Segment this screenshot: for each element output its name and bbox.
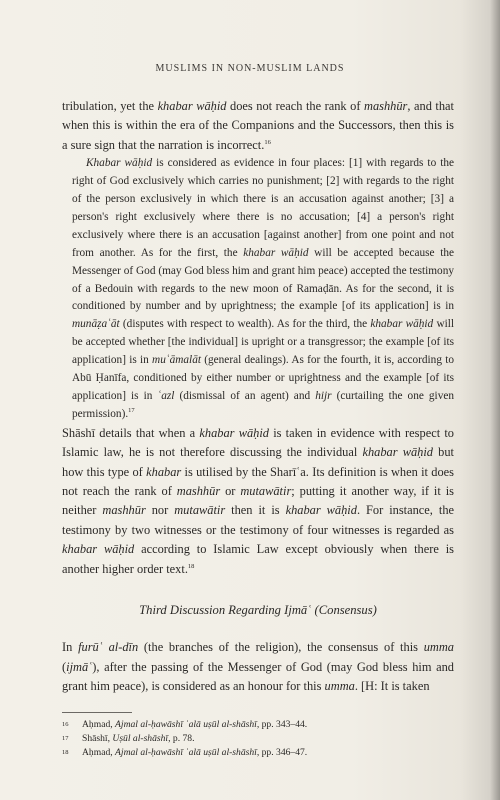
italic-term: Ajmal al-ḥawāshī ʿalā uṣūl al-shāshī <box>115 747 257 758</box>
text-run: (dismissal of an agent) and <box>174 390 316 402</box>
footnote-text <box>82 718 307 732</box>
text-run: but how this type of <box>62 445 454 479</box>
text-run: is taken in evidence with respect to Islamic law, he is not therefore discussing the individual <box>62 425 454 460</box>
text-run: is utilised by the Sharīʿa. Its definition is when it does not reach the rank of <box>62 464 454 499</box>
italic-term: ijmāʿ <box>66 659 93 674</box>
text-run: or <box>220 484 241 499</box>
italic-term: khabar wāḥid <box>370 318 434 331</box>
text-run: according to Islamic Law except obviously when there is another higher order text. <box>62 542 454 576</box>
text-run: (disputes with respect to wealth). As for the third, the <box>119 318 371 331</box>
text-run: Aḥmad, <box>82 747 116 758</box>
text-run: , and that when this is within the era of the Companions and the Successors, then this is a sure sign that the narration is incorrect. <box>62 99 454 152</box>
italic-term: khabar wāḥid <box>285 503 357 518</box>
text-run: nor <box>145 503 175 518</box>
italic-term: mashhūr <box>176 484 221 499</box>
italic-term: mashhūr <box>102 503 146 518</box>
italic-term: Uṣūl al-shāshī <box>112 733 169 744</box>
running-head: MUSLIMS IN NON-MUSLIM LANDS <box>155 63 345 74</box>
footnote-text <box>82 746 307 760</box>
text-run: will be accepted whether [the individual] is upright or a transgressor; the example [of its application] is in <box>72 318 455 367</box>
footnote-ref: 16 <box>264 138 271 146</box>
italic-term: munāẓaʿāt <box>72 318 120 331</box>
text-run: Aḥmad, <box>82 719 116 730</box>
footnote-text <box>82 732 194 746</box>
text-run: (general dealings). As for the fourth, it is, according to Abū Ḥanīfa, conditioned by either number or uprightness and the example [of its application] is in <box>72 354 455 402</box>
italic-term: mutawātir <box>240 484 292 499</box>
text-run: is considered as evidence in four places: [1] with regards to the right of God exclusively which carries no punishment; [2] with regards to the right of the person exclusively in which there is an accusation against another; [3] a person's right exclusively where there is no accusation; [4] a person's right exclusively where there is an accusation [against another] from one point and not from another. As for the first, the <box>72 157 455 259</box>
italic-term: umma <box>324 679 355 694</box>
text-run: Shāshī, <box>82 733 113 744</box>
text-run: (the branches of the religion), the consensus of this <box>138 640 424 655</box>
italic-term: ʿazl <box>157 390 175 402</box>
italic-term: khabar wāḥid <box>362 445 434 460</box>
italic-term: Khabar wāḥid <box>86 157 153 170</box>
text-run: ( <box>62 659 67 674</box>
paragraph-1 <box>62 97 454 155</box>
footnote-ref: 17 <box>128 407 135 415</box>
text-run: then it is <box>225 503 286 518</box>
italic-term: Ajmal al-ḥawāshī ʿalā uṣūl al-shāshī <box>115 719 257 730</box>
text-run: In <box>62 640 79 655</box>
footnote-17 <box>62 732 454 746</box>
text-run: . [H: It is taken <box>354 679 430 694</box>
italic-term: mutawātir <box>174 503 226 518</box>
text-run: . For instance, the testimony by two witnesses or the testimony of four witnesses is regarded as <box>62 503 455 537</box>
italic-term: umma <box>423 640 454 655</box>
footnote-ref: 18 <box>187 562 195 570</box>
text-run: , pp. 346–47. <box>256 747 308 758</box>
italic-term: khabar wāḥid <box>62 542 135 557</box>
footnote-18 <box>62 746 454 760</box>
body-text <box>62 97 454 697</box>
text-run: (curtailing the one given permission). <box>72 390 455 420</box>
section-heading: Third Discussion Regarding Ijmāʿ (Consensus) <box>139 603 377 618</box>
block-quote <box>72 155 454 424</box>
footnote-number: 17 <box>62 735 69 742</box>
footnote-number: 16 <box>62 721 69 728</box>
italic-term: muʿāmalāt <box>152 354 201 367</box>
italic-term: khabar wāḥid <box>157 99 227 113</box>
page-edge-shadow <box>490 0 500 800</box>
text-run: tribulation, yet the <box>62 99 158 113</box>
italic-term: khabar wāḥid <box>199 425 269 440</box>
text-run: will be accepted because the Messenger of God (may God bless him and grant him peace) accepted the testimony of a Bedouin with regards to the new moon of Ramaḍān. As for the second, it is conditioned by number and by uprightness; the example [of its application] is in <box>72 246 455 313</box>
footnotes <box>62 718 454 760</box>
italic-term: khabar <box>146 464 182 479</box>
italic-term: khabar wāḥid <box>243 246 309 259</box>
italic-term: mashhūr <box>364 99 408 113</box>
italic-term: hijr <box>315 390 332 402</box>
italic-term: furūʿ al-dīn <box>78 640 139 655</box>
text-run: ; putting it another way, if it is neither <box>62 484 454 518</box>
text-run: , pp. 343–44. <box>256 719 308 730</box>
footnote-rule <box>62 712 132 713</box>
text-run: ), after the passing of the Messenger of God (may God bless him and grant him peace), is considered as an honour for this <box>62 659 454 694</box>
paragraph-2 <box>62 424 454 579</box>
paragraph-3 <box>62 638 454 696</box>
footnote-16 <box>62 718 454 732</box>
text-run: does not reach the rank of <box>226 99 364 113</box>
footnote-number: 18 <box>62 749 69 756</box>
text-run: , p. 78. <box>168 733 195 744</box>
text-run: Shāshī details that when a <box>62 425 200 440</box>
